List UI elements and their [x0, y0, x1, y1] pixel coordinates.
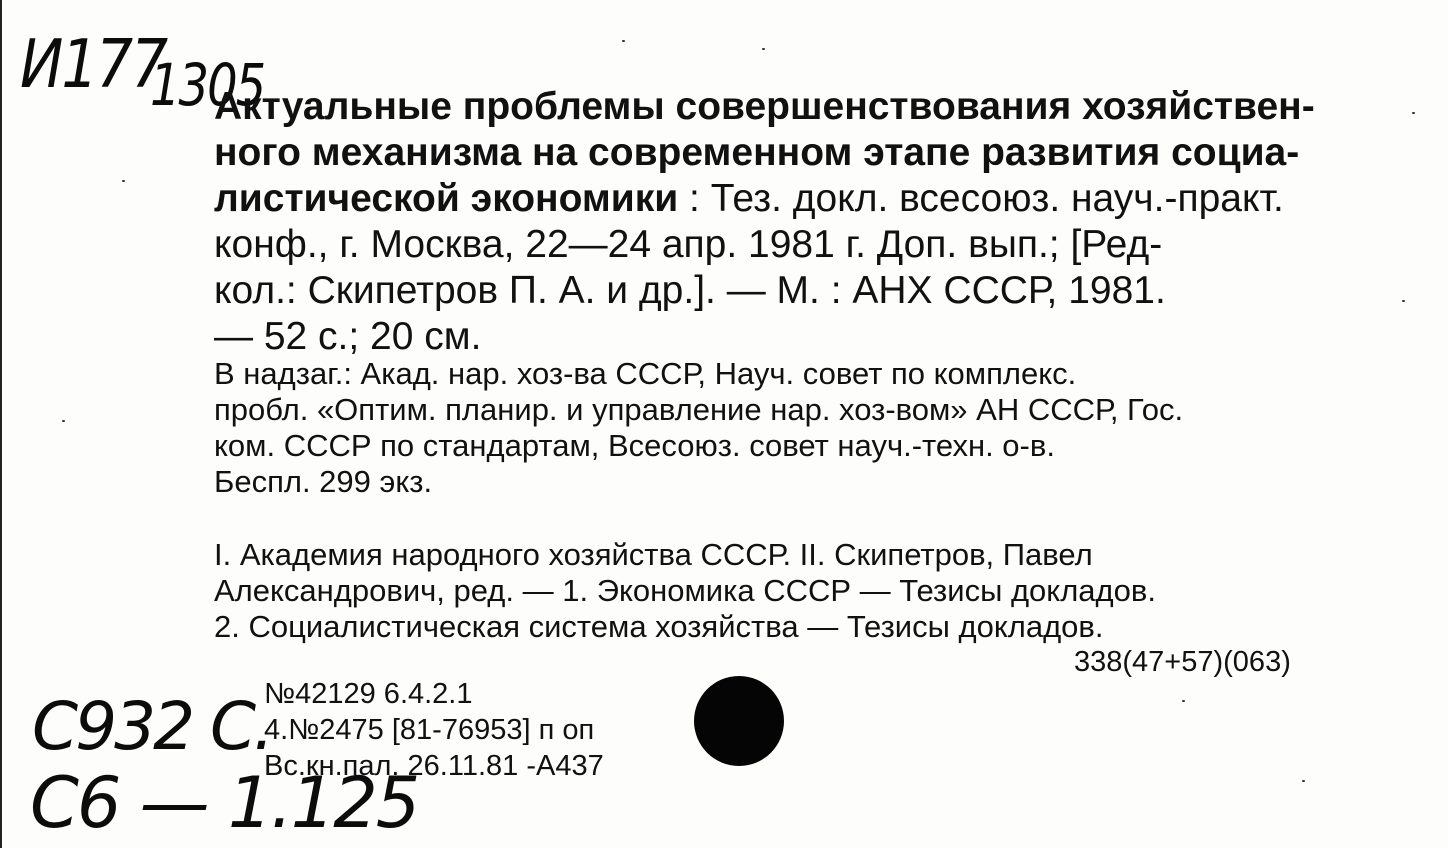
notes-section — [214, 356, 1384, 500]
title-line: Актуальные проблемы совершенствования хозяйствен- — [214, 85, 1315, 128]
note-line: пробл. «Оптим. планир. и управление нар. хоз-вом» АН СССР, Гос. — [214, 392, 1184, 427]
publication-line: кол.: Скипетров П. А. и др.]. — М. : АНХ СССР, 1981. — [214, 269, 1166, 312]
publication-line: конф., г. Москва, 22—24 апр. 1981 г. Доп. вып.; [Ред- — [214, 223, 1163, 266]
order-line: Вс.кн.пал. 26.11.81 -А437 — [264, 750, 604, 782]
subject-headings — [214, 537, 1384, 645]
order-line: 4.№2475 [81-76953] п оп — [264, 714, 595, 746]
subject-line: 2. Социалистическая система хозяйства — Тезисы докладов. — [214, 609, 1104, 644]
subject-line: I. Академия народного хозяйства СССР. II. Скипетров, Павел — [214, 537, 1093, 572]
udc-classification: 338(47+57)(063) — [1074, 646, 1291, 678]
scan-speck — [762, 48, 765, 50]
order-line: №42129 6.4.2.1 — [264, 678, 473, 710]
scan-speck — [1402, 300, 1405, 302]
print-run-line: Беспл. 299 экз. — [214, 464, 433, 499]
title-line: ного механизма на современном этапе развития социа- — [214, 131, 1300, 174]
bibliographic-description — [214, 84, 1384, 360]
scan-speck — [62, 420, 65, 422]
scan-speck — [122, 180, 125, 182]
scan-speck — [1302, 780, 1305, 782]
note-line: В надзаг.: Акад. нар. хоз-ва СССР, Науч. совет по комплекс. — [214, 356, 1077, 391]
scan-speck — [1182, 700, 1185, 702]
handwritten-shelf-mark: С932 С. — [32, 688, 272, 765]
handwritten-number-top: 1305 — [150, 52, 265, 120]
scan-speck — [622, 40, 625, 42]
subject-line: Александрович, ред. — 1. Экономика СССР — Тезисы докладов. — [214, 573, 1156, 608]
scan-speck — [1412, 112, 1415, 114]
handwritten-shelf-number: С6 — 1.125 — [30, 762, 419, 844]
physical-description-line: — 52 с.; 20 см. — [214, 315, 482, 358]
handwritten-code-top: И177 — [20, 24, 167, 104]
punch-hole — [694, 676, 784, 766]
title-line: листической экономики : Тез. докл. всесоюз. науч.-практ. — [214, 177, 1284, 220]
note-line: ком. СССР по стандартам, Всесоюз. совет науч.-техн. о-в. — [214, 428, 1055, 463]
